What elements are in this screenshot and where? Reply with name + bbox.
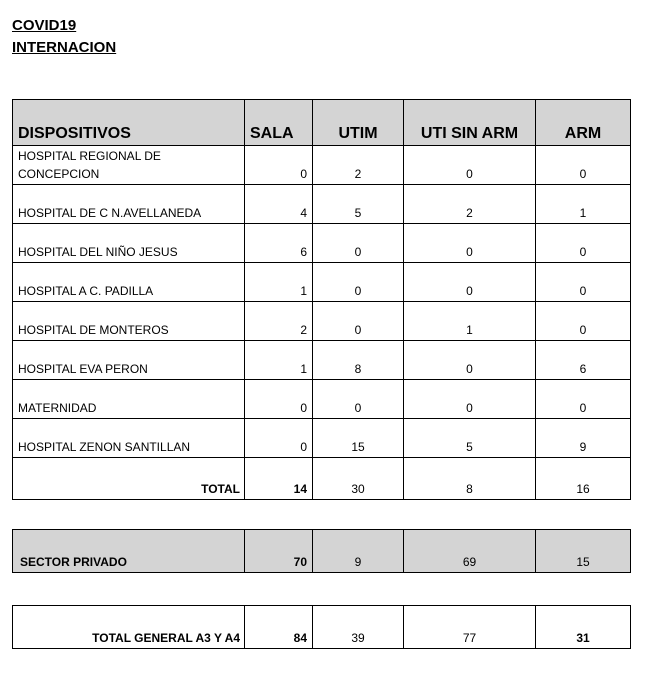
cell-utim: 0: [313, 302, 404, 341]
cell-arm: 0: [536, 224, 631, 263]
cell-utim: 0: [313, 224, 404, 263]
table-row: [13, 146, 631, 185]
cell-uti-sin-arm: 0: [404, 224, 536, 263]
dispositivo-name: HOSPITAL ZENON SANTILLAN: [13, 419, 245, 458]
cell-uti-sin-arm: 2: [404, 185, 536, 224]
total-row: [13, 458, 631, 500]
header-sala: SALA: [245, 100, 313, 146]
hospital-table: [12, 99, 631, 500]
cell-sala: 6: [245, 224, 313, 263]
sector-privado-uti-sin-arm: 69: [404, 530, 536, 573]
cell-utim: 2: [313, 146, 404, 185]
title-internacion: INTERNACION: [12, 39, 117, 56]
table-row: [13, 224, 631, 263]
table-row: [13, 419, 631, 458]
cell-utim: 15: [313, 419, 404, 458]
table-row: [13, 380, 631, 419]
total-arm: 16: [536, 458, 631, 500]
total-general-uti-sin-arm: 77: [404, 606, 536, 649]
dispositivo-name: HOSPITAL DEL NIÑO JESUS: [13, 224, 245, 263]
dispositivo-name: [13, 146, 245, 185]
cell-sala: 0: [245, 380, 313, 419]
cell-uti-sin-arm: 1: [404, 302, 536, 341]
header-dispositivos: DISPOSITIVOS: [13, 100, 245, 146]
dispositivo-name: HOSPITAL A C. PADILLA: [13, 263, 245, 302]
total-general-table: [12, 605, 631, 649]
sector-privado-utim: 9: [313, 530, 404, 573]
table-row: [13, 263, 631, 302]
header-utim: UTIM: [313, 100, 404, 146]
cell-sala: 1: [245, 263, 313, 302]
total-label: TOTAL: [13, 458, 245, 500]
sector-privado-arm: 15: [536, 530, 631, 573]
header-uti-sin-arm: UTI SIN ARM: [404, 100, 536, 146]
dispositivo-name: HOSPITAL DE C N.AVELLANEDA: [13, 185, 245, 224]
cell-uti-sin-arm: 5: [404, 419, 536, 458]
dispositivo-name: MATERNIDAD: [13, 380, 245, 419]
sector-privado-table: [12, 529, 631, 573]
cell-arm: 1: [536, 185, 631, 224]
sector-privado-row: [13, 530, 631, 573]
total-general-arm: 31: [536, 606, 631, 649]
cell-arm: 0: [536, 263, 631, 302]
total-general-label: TOTAL GENERAL A3 Y A4: [13, 606, 245, 649]
dispositivo-name-line2: CONCEPCION: [18, 167, 100, 181]
sector-privado-label: SECTOR PRIVADO: [13, 530, 245, 573]
cell-arm: 0: [536, 302, 631, 341]
total-general-utim: 39: [313, 606, 404, 649]
table-row: [13, 341, 631, 380]
total-sala: 14: [245, 458, 313, 500]
total-general-row: [13, 606, 631, 649]
cell-utim: 0: [313, 263, 404, 302]
cell-utim: 8: [313, 341, 404, 380]
cell-sala: 4: [245, 185, 313, 224]
dispositivo-name: HOSPITAL DE MONTEROS: [13, 302, 245, 341]
cell-sala: 0: [245, 146, 313, 185]
total-utim: 30: [313, 458, 404, 500]
cell-utim: 5: [313, 185, 404, 224]
dispositivo-name: HOSPITAL EVA PERON: [13, 341, 245, 380]
table-row: [13, 302, 631, 341]
cell-arm: 6: [536, 341, 631, 380]
cell-sala: 1: [245, 341, 313, 380]
title-covid19: COVID19: [12, 17, 77, 34]
sector-privado-sala: 70: [245, 530, 313, 573]
cell-uti-sin-arm: 0: [404, 341, 536, 380]
total-uti-sin-arm: 8: [404, 458, 536, 500]
cell-utim: 0: [313, 380, 404, 419]
cell-uti-sin-arm: 0: [404, 146, 536, 185]
cell-sala: 0: [245, 419, 313, 458]
cell-sala: 2: [245, 302, 313, 341]
cell-arm: 0: [536, 380, 631, 419]
cell-uti-sin-arm: 0: [404, 380, 536, 419]
cell-uti-sin-arm: 0: [404, 263, 536, 302]
cell-arm: 0: [536, 146, 631, 185]
dispositivo-name-line1: HOSPITAL REGIONAL DE: [18, 149, 161, 163]
cell-arm: 9: [536, 419, 631, 458]
table-row: [13, 185, 631, 224]
total-general-sala: 84: [245, 606, 313, 649]
header-row: [13, 100, 631, 146]
header-arm: ARM: [536, 100, 631, 146]
